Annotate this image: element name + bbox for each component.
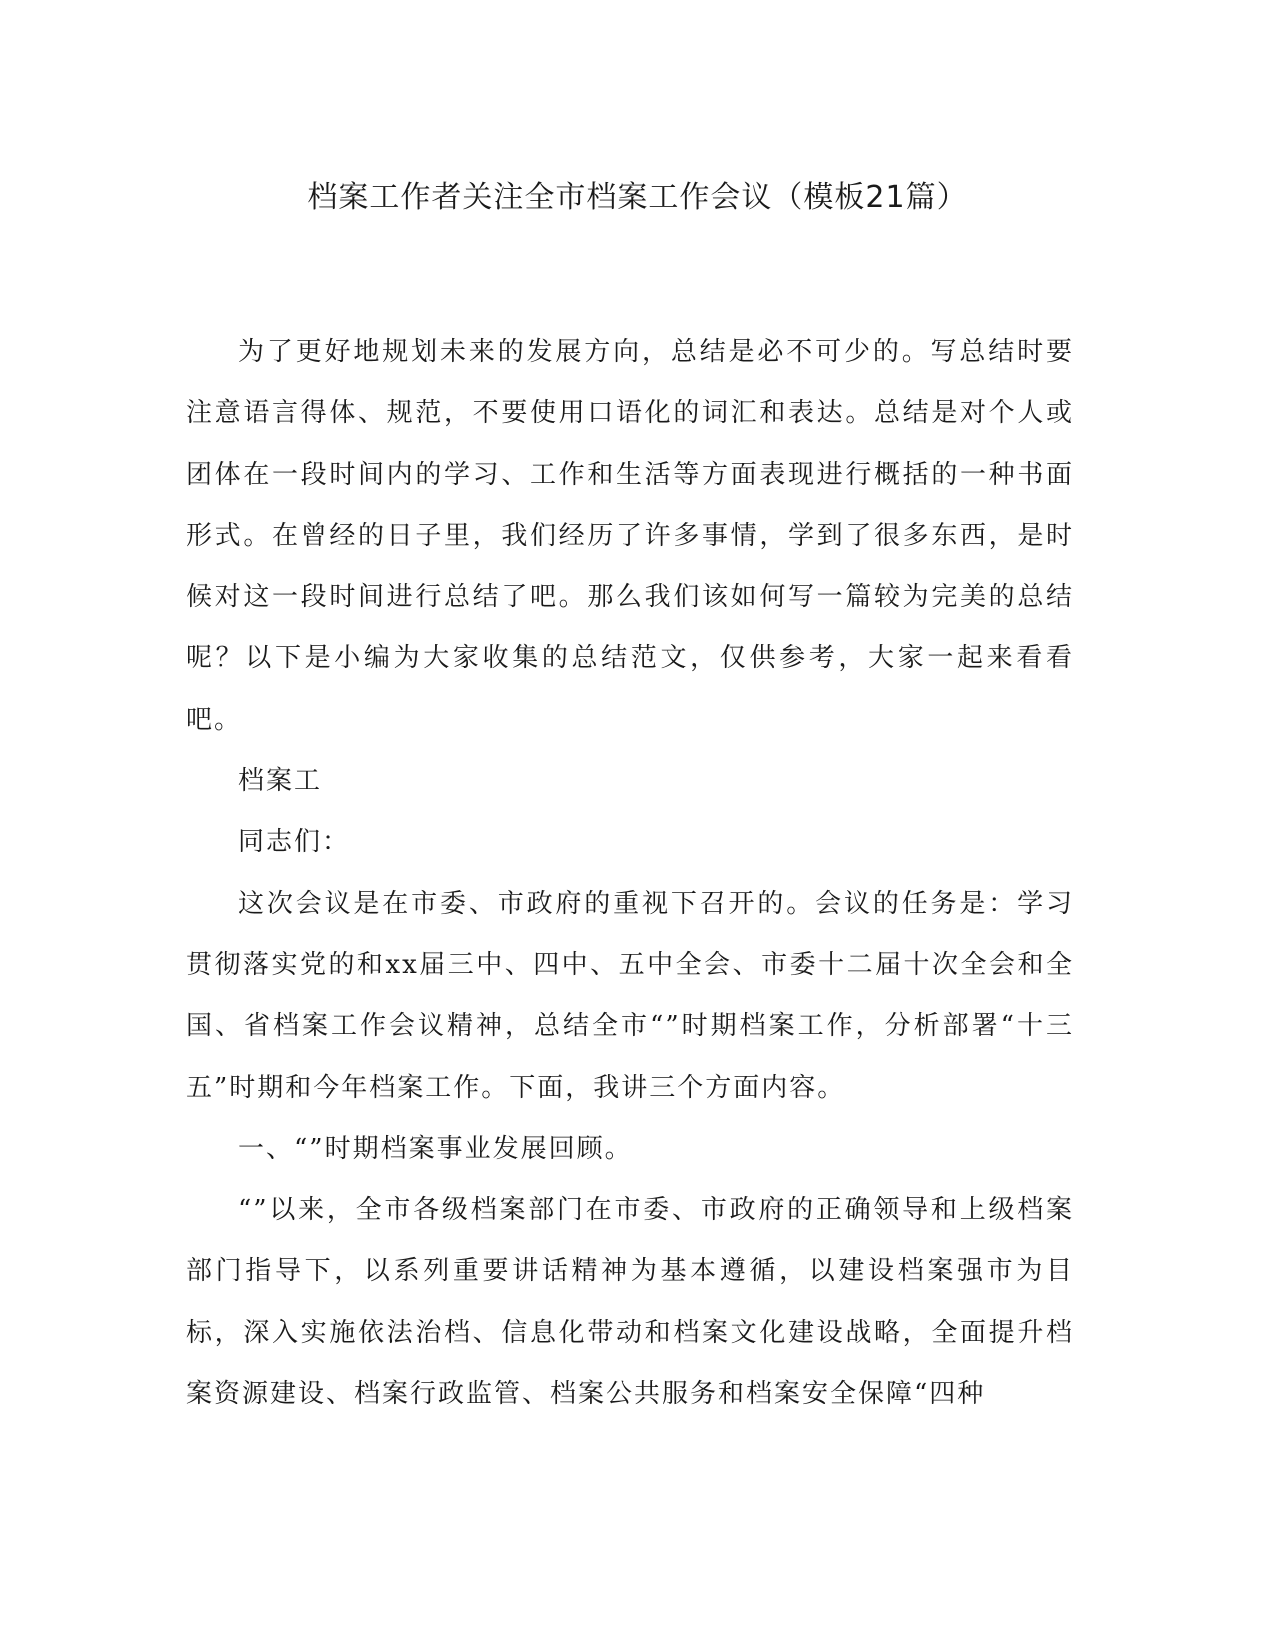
document-body [186, 322, 1074, 1425]
paragraph-heading: 档案工 [238, 766, 323, 797]
paragraph-meeting-purpose: 这次会议是在市委、市政府的重视下召开的。会议的任务是：学习贯彻落实党的和xx届三中、四中、五中全会、市委十二届十次全会和全国、省档案工作会议精神，总结全市“”时期档案工作，分析部署“十三五”时期和今年档案工作。下面，我讲三个方面内容。 [186, 888, 1074, 1103]
paragraph-intro: 为了更好地规划未来的发展方向，总结是必不可少的。写总结时要注意语言得体、规范，不要使用口语化的词汇和表达。总结是对个人或团体在一段时间内的学习、工作和生活等方面表现进行概括的一种书面形式。在曾经的日子里，我们经历了许多事情，学到了很多东西，是时候对这一段时间进行总结了吧。那么我们该如何写一篇较为完美的总结呢？以下是小编为大家收集的总结范文，仅供参考，大家一起来看看吧。 [186, 337, 1074, 735]
paragraph-review: “”以来，全市各级档案部门在市委、市政府的正确领导和上级档案部门指导下，以系列重要讲话精神为基本遵循，以建设档案强市为目标，深入实施依法治档、信息化带动和档案文化建设战略，全面提升档案资源建设、档案行政监管、档案公共服务和档案安全保障“四种 [186, 1195, 1074, 1410]
document-title: 档案工作者关注全市档案工作会议（模板21篇） [307, 180, 968, 215]
paragraph-section-one-heading: 一、“”时期档案事业发展回顾。 [238, 1133, 633, 1164]
paragraph-salutation: 同志们： [238, 827, 351, 858]
